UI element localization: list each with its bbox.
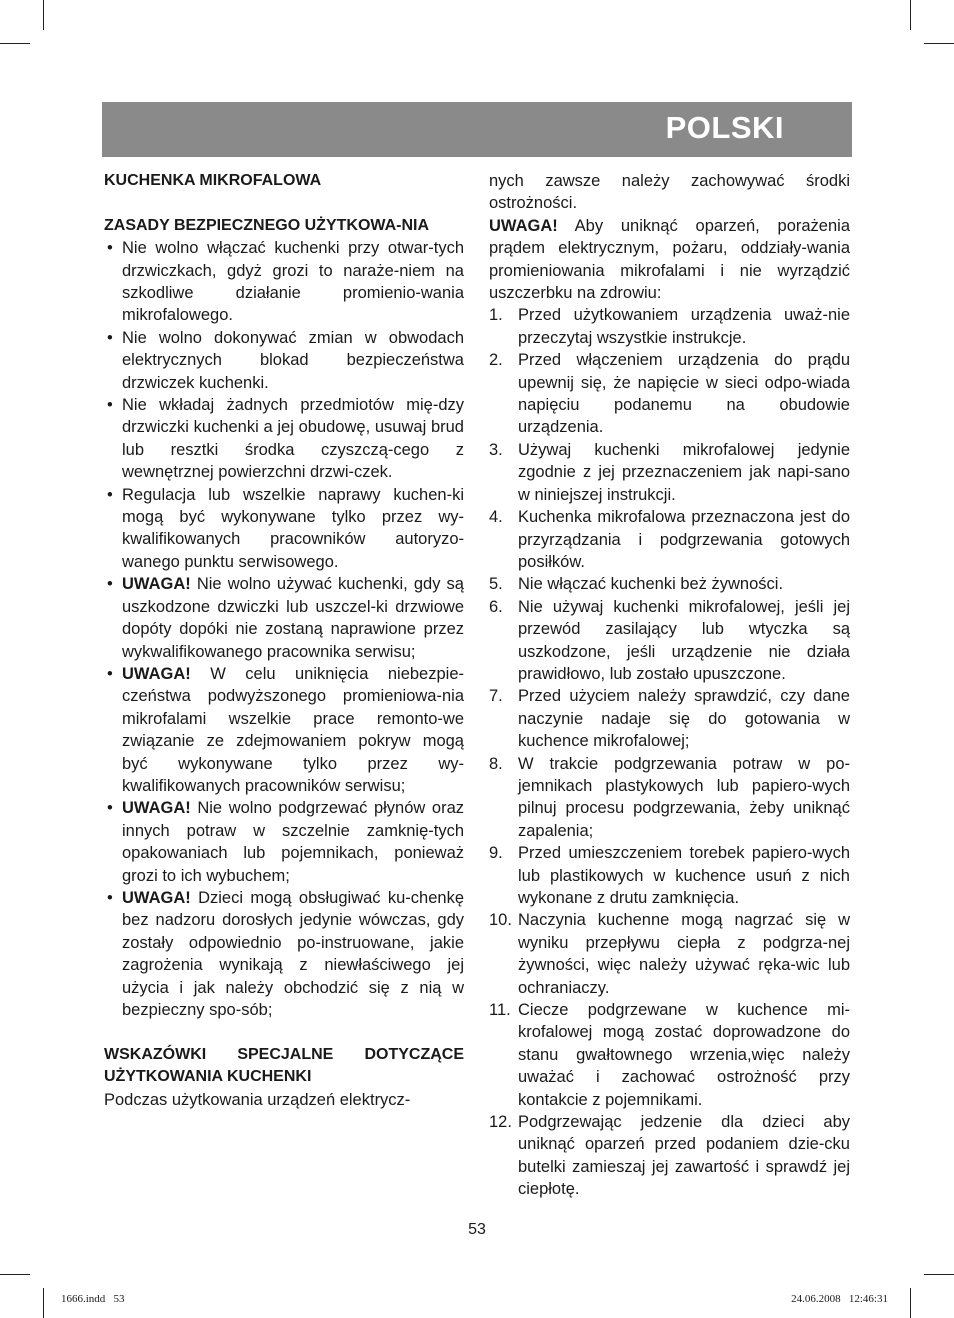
bullet-text: W celu uniknięcia niebezpie-czeństwa podwyższonego promieniowa-nia mikrofalami wszelkie prace remonto-we związanie ze zdejmowaniem pokryw mogą być wykonywane tylko przez wy-kwalifikowanych pracowników serwisu; xyxy=(122,664,464,795)
instruction-item xyxy=(489,349,850,439)
bullet-text: Nie wolno włączać kuchenki przy otwar-tych drzwiczkach, gdyż grozi to naraże-niem na szkodliwe działanie promienio-wania mikrofalowego. xyxy=(122,239,464,325)
instruction-item xyxy=(489,685,850,752)
bullet-dot-icon: • xyxy=(107,664,113,683)
intro-continuation: nych zawsze należy zachowywać środki ostrożności. xyxy=(489,172,850,213)
crop-mark xyxy=(910,0,911,30)
warning-label: UWAGA! xyxy=(489,216,558,235)
instruction-number: 9. xyxy=(489,844,503,863)
instruction-text: Przed włączeniem urządzenia do prądu upewnij się, że napięcie w sieci odpo-wiada napięciu podanemu na obudowie urządzenia. xyxy=(518,351,850,437)
instruction-item xyxy=(489,842,850,909)
safety-heading: ZASADY BEZPIECZNEGO UŻYTKOWA-NIA xyxy=(104,216,430,234)
warning-text: Aby uniknąć oparzeń, porażenia prądem elektrycznym, pożaru, oddziały-wania promieniowania mikrofalami i nie wyrządzić uszczerbku na zdrowiu: xyxy=(489,216,850,303)
right-column xyxy=(489,170,850,1201)
instruction-item xyxy=(489,1111,850,1201)
bullet-text: Nie wkładaj żadnych przedmiotów mię-dzy drzwiczki kuchenki a jej obudowę, usuwaj brud lub resztki środka czyszczą-cego z wewnętrznej powierzchni drzwi-czek. xyxy=(122,396,464,482)
crop-mark xyxy=(43,1288,44,1318)
instruction-text: W trakcie podgrzewania potraw w po-jemnikach plastykowych lub papiero-wych pilnuj procesu podgrzewania, żeby uniknąć zapalenia; xyxy=(518,754,850,840)
bullet-dot-icon: • xyxy=(107,575,113,594)
language-title: POLSKI xyxy=(665,110,784,145)
footer-timestamp: 24.06.2008 12:46:31 xyxy=(791,1293,888,1305)
bullet-dot-icon: • xyxy=(107,328,113,347)
safety-bullet-item xyxy=(104,237,464,327)
bullet-text: Dzieci mogą obsługiwać ku-chenkę bez nadzoru dorosłych jedynie wówczas, gdy zostały odpowiednio po-instruowane, jakie zagrożenia wynikają z niewłaściwego jej użycia i jak należy obchodzić się z nią w bezpieczny spo-sób; xyxy=(122,888,464,1020)
instruction-number: 4. xyxy=(489,508,503,527)
safety-bullet-list xyxy=(104,237,464,1021)
crop-mark xyxy=(924,43,954,44)
language-header-bar xyxy=(102,102,852,157)
crop-mark xyxy=(43,0,44,30)
page-number: 53 xyxy=(468,1221,486,1238)
instruction-item xyxy=(489,439,850,506)
instruction-text: Przed użyciem należy sprawdzić, czy dane naczynie nadaje się do gotowania w kuchence mikrofalowej; xyxy=(518,687,850,751)
bullet-dot-icon: • xyxy=(107,799,113,818)
instruction-item xyxy=(489,506,850,573)
instruction-text: Naczynia kuchenne mogą nagrzać się w wyniku przepływu ciepła z podgrza-nej żywności, więc należy używać ręka-wic lub ochraniaczy. xyxy=(518,911,850,997)
bullet-dot-icon: • xyxy=(107,396,113,415)
instruction-text: Przed umieszczeniem torebek papiero-wych lub plastikowych w kuchence usuń z nich wykonane z drutu zamknięcia. xyxy=(518,844,850,907)
safety-bullet-item xyxy=(104,394,464,484)
bullet-text: Nie wolno dokonywać zmian w obwodach elektrycznych blokad bezpieczeństwa drzwiczek kuchenki. xyxy=(122,328,464,392)
instruction-text: Przed użytkowaniem urządzenia uważ-nie przeczytaj wszystkie instrukcje. xyxy=(518,306,850,347)
instruction-text: Kuchenka mikrofalowa przeznaczona jest do przyrządzania i podgrzewania gotowych posiłków. xyxy=(518,508,850,571)
instruction-text: Podgrzewając jedzenie dla dzieci aby uniknąć oparzeń przed podaniem dzie-cku butelki zamieszaj jej zawartość i sprawdź jej ciepłotę. xyxy=(518,1113,850,1199)
crop-mark xyxy=(0,43,30,44)
bullet-text: Nie wolno używać kuchenki, gdy są uszkodzone dzwiczki lub uszczel-ki drzwiowe dopóty dopóki nie zostaną naprawione przez wykwalifikowanego pracownika serwisu; xyxy=(122,575,464,661)
instruction-text: Nie używaj kuchenki mikrofalowej, jeśli jej przewód zasilający lub wtyczka są uszkodzone, jeśli urządzenie nie działa prawidłowo, lub zostało upuszczone. xyxy=(518,597,850,683)
instruction-text: Ciecze podgrzewane w kuchence mi-krofalowej mogą zostać doprowadzone do stanu gwałtownego wrzenia,więc należy uważać i zachować ostrożność przy kontakcie z pojemnikami. xyxy=(518,1001,850,1109)
instruction-number: 5. xyxy=(489,575,503,594)
instruction-number: 12. xyxy=(489,1113,512,1132)
document-title: KUCHENKA MIKROFALOWA xyxy=(104,172,322,189)
bullet-dot-icon: • xyxy=(107,888,113,907)
safety-bullet-item xyxy=(104,484,464,574)
instruction-number: 10. xyxy=(489,911,512,930)
crop-mark xyxy=(0,1274,30,1275)
safety-bullet-item xyxy=(104,663,464,797)
safety-bullet-item xyxy=(104,573,464,663)
instruction-item xyxy=(489,596,850,686)
instruction-number: 3. xyxy=(489,440,503,459)
bullet-text: Regulacja lub wszelkie naprawy kuchen-ki mogą być wykonywane tylko przez wy-kwalifikowanych pracowników autoryzo-wanego punktu serwisowego. xyxy=(122,485,464,571)
crop-mark xyxy=(924,1274,954,1275)
instruction-number: 8. xyxy=(489,754,503,773)
instruction-item xyxy=(489,753,850,843)
safety-bullet-item xyxy=(104,327,464,394)
instruction-list xyxy=(489,304,850,1200)
instruction-number: 6. xyxy=(489,597,503,616)
instruction-number: 11. xyxy=(489,1001,511,1020)
instruction-item xyxy=(489,573,850,595)
crop-mark xyxy=(910,1288,911,1318)
instruction-number: 2. xyxy=(489,351,503,370)
instruction-number: 7. xyxy=(489,687,503,706)
instruction-text: Nie włączać kuchenki beż żywności. xyxy=(518,575,784,594)
special-guidance-intro: Podczas użytkowania urządzeń elektrycz- xyxy=(104,1090,411,1109)
instruction-item xyxy=(489,999,850,1111)
warning-paragraph xyxy=(489,215,850,305)
footer-file-info: 1666.indd 53 xyxy=(61,1293,125,1305)
bullet-warning-label: UWAGA! xyxy=(122,799,191,818)
safety-bullet-item xyxy=(104,797,464,887)
instruction-text: Używaj kuchenki mikrofalowej jedynie zgodnie z jej przeznaczeniem jak napi-sano w niniejszej instrukcji. xyxy=(518,440,850,504)
instruction-item xyxy=(489,909,850,999)
left-column xyxy=(104,170,464,1111)
bullet-warning-label: UWAGA! xyxy=(122,664,191,683)
instruction-item xyxy=(489,304,850,349)
bullet-warning-label: UWAGA! xyxy=(122,575,191,594)
safety-bullet-item xyxy=(104,887,464,1021)
bullet-warning-label: UWAGA! xyxy=(122,888,191,907)
instruction-number: 1. xyxy=(489,306,503,325)
special-guidance-heading: WSKAZÓWKI SPECJALNE DOTYCZĄCE UŻYTKOWANIA KUCHENKI xyxy=(104,1045,464,1086)
bullet-dot-icon: • xyxy=(107,485,113,504)
bullet-text: Nie wolno podgrzewać płynów oraz innych potraw w szczelnie zamknię-tych opakowaniach lub pojemnikach, ponieważ grozi to ich wybuchem; xyxy=(122,799,464,885)
bullet-dot-icon: • xyxy=(107,239,113,258)
